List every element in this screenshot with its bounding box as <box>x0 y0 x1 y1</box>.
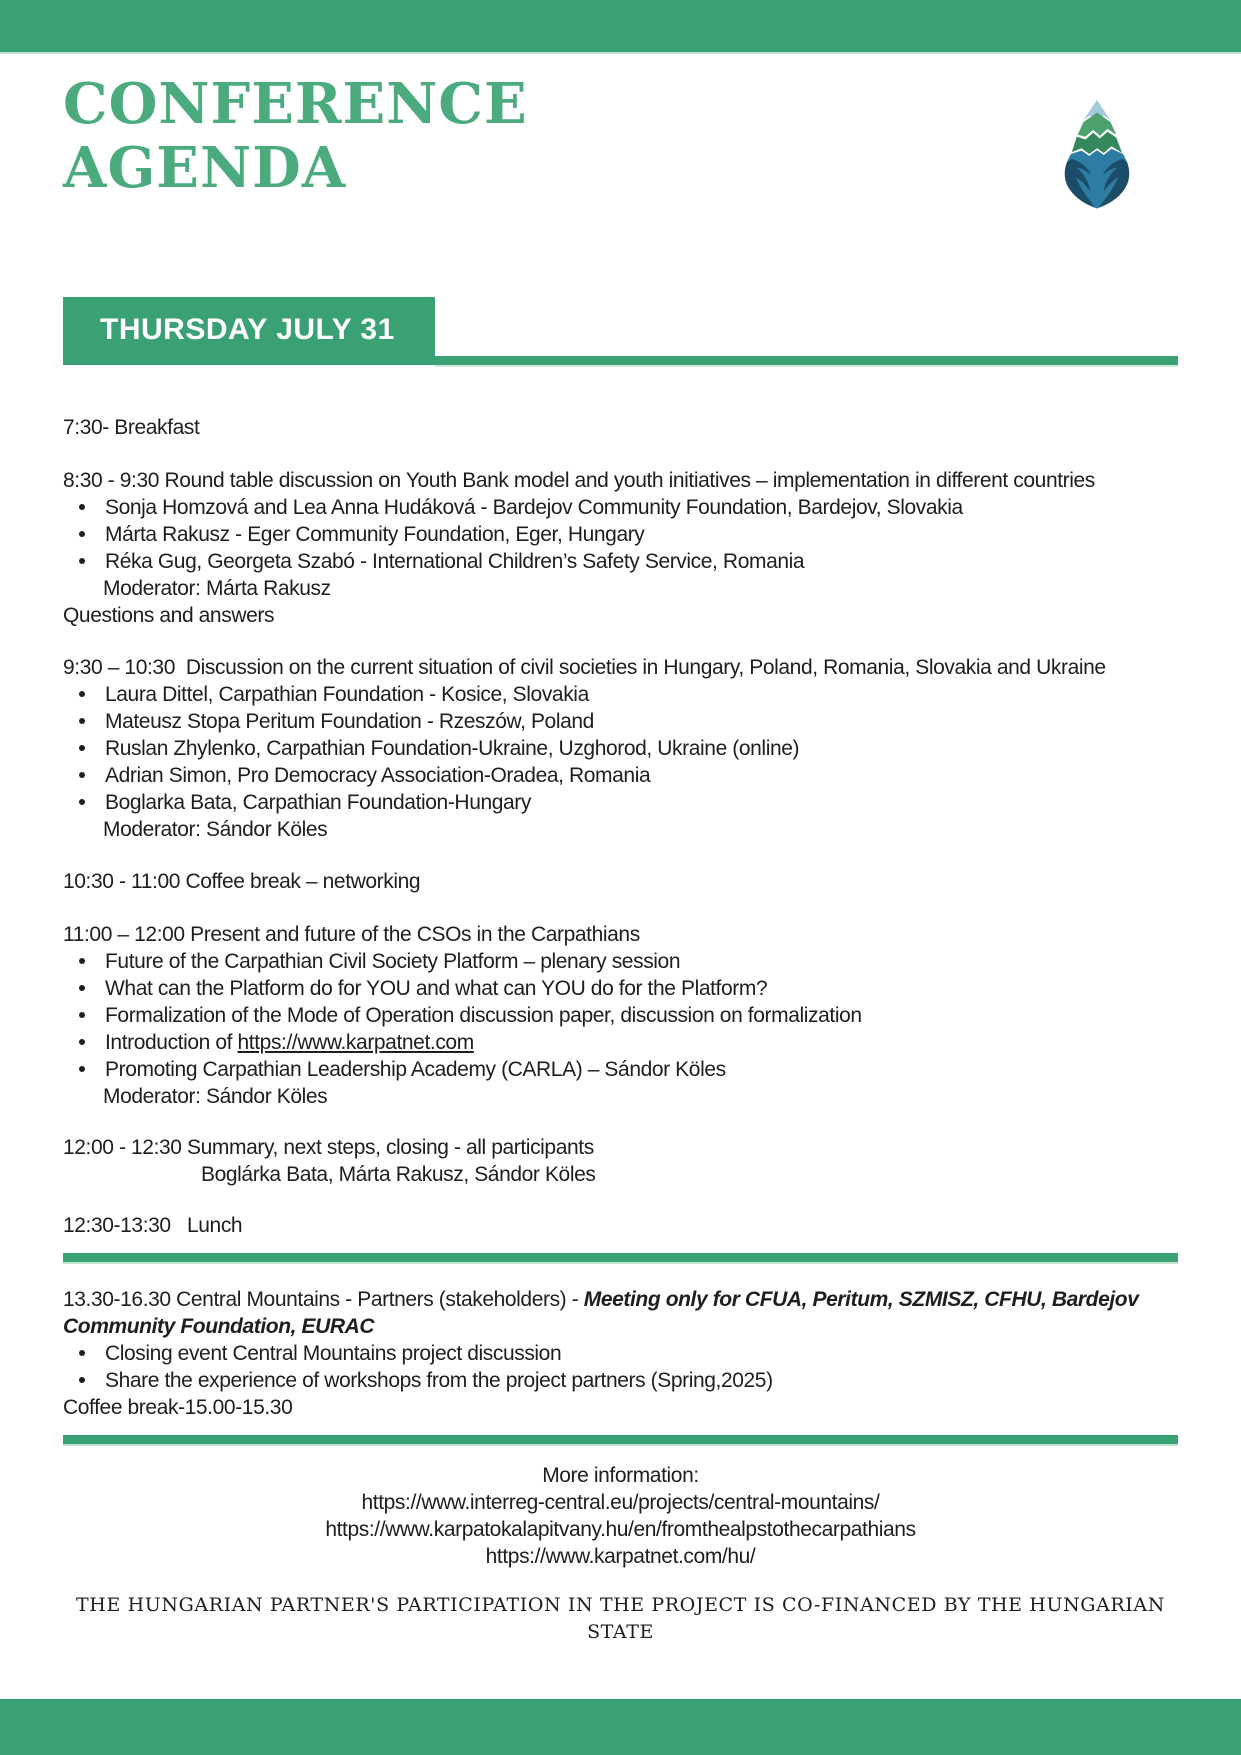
bullet-text: Réka Gug, Georgeta Szabó - International Children’s Safety Service, Romania <box>105 550 805 573</box>
qa-line: Questions and answers <box>63 604 275 627</box>
bullet-text: Share the experience of workshops from the project partners (Spring,2025) <box>105 1369 773 1392</box>
bullet-dot-icon <box>79 745 85 751</box>
bullet-dot-icon <box>79 1039 85 1045</box>
bullet-dot-icon <box>79 504 85 510</box>
bullet-text: Laura Dittel, Carpathian Foundation - Kosice, Slovakia <box>105 683 589 706</box>
bullet-text: Promoting Carpathian Leadership Academy (CARLA) – Sándor Köles <box>105 1058 726 1081</box>
agenda-bullet <box>63 521 1178 548</box>
agenda-bullet <box>63 494 1178 521</box>
session-stakeholders <box>63 1286 1178 1421</box>
mountains-in-hands-logo <box>1053 98 1141 210</box>
bullet-dot-icon <box>79 1066 85 1072</box>
moderator-line: Moderator: Sándor Köles <box>103 818 328 841</box>
bullet-text: Adrian Simon, Pro Democracy Association-Oradea, Romania <box>105 764 651 787</box>
finance-note: THE HUNGARIAN PARTNER'S PARTICIPATION IN THE PROJECT IS CO-FINANCED BY THE HUNGARIAN STATE <box>76 1594 1172 1643</box>
moderator-line: Moderator: Sándor Köles <box>103 1085 328 1108</box>
agenda-content <box>63 404 1178 1646</box>
session-summary <box>63 1134 1178 1188</box>
stakeholders-title-emphasis: Meeting only for CFUA, Peritum, SZMISZ, CFHU, Bardejov Community Foundation, EURAC <box>63 1288 1144 1338</box>
bullet-dot-icon <box>79 985 85 991</box>
session-round-table <box>63 467 1178 629</box>
day-banner-label: THURSDAY JULY 31 <box>100 313 395 346</box>
agenda-bullet-link <box>63 1029 1178 1056</box>
session-title-breakfast: 7:30- Breakfast <box>63 416 200 439</box>
day-banner-underline <box>435 356 1178 367</box>
more-information-block <box>63 1462 1178 1570</box>
bullet-text: What can the Platform do for YOU and what can YOU do for the Platform? <box>105 977 768 1000</box>
info-url: https://www.karpatokalapitvany.hu/en/fromthealpstothecarpathians <box>325 1518 916 1541</box>
karpatnet-link[interactable]: https://www.karpatnet.com <box>237 1031 474 1054</box>
agenda-bullet <box>63 762 1178 789</box>
link-prefix-text: Introduction of <box>105 1031 238 1054</box>
section-divider <box>63 1253 1178 1264</box>
bullet-text: Closing event Central Mountains project discussion <box>105 1342 562 1365</box>
agenda-bullet <box>63 708 1178 735</box>
page-title-line2: AGENDA <box>63 135 347 201</box>
agenda-bullet <box>63 975 1178 1002</box>
info-url: https://www.karpatnet.com/hu/ <box>485 1545 756 1568</box>
bullet-dot-icon <box>79 958 85 964</box>
bullet-dot-icon <box>79 718 85 724</box>
session-title <box>63 1286 1178 1340</box>
agenda-bullet <box>63 789 1178 816</box>
session-title: 11:00 – 12:00 Present and future of the CSOs in the Carpathians <box>63 923 640 946</box>
day-banner <box>63 297 435 365</box>
bullet-dot-icon <box>79 558 85 564</box>
bullet-text: Sonja Homzová and Lea Anna Hudáková - Bardejov Community Foundation, Bardejov, Slovakia <box>105 496 963 519</box>
moderator-line: Moderator: Márta Rakusz <box>103 577 331 600</box>
bullet-dot-icon <box>79 1377 85 1383</box>
agenda-bullet <box>63 681 1178 708</box>
coffee-break-note: Coffee break-15.00-15.30 <box>63 1396 293 1419</box>
bullet-dot-icon <box>79 772 85 778</box>
section-divider <box>63 1435 1178 1446</box>
more-information-label: More information: <box>542 1464 699 1487</box>
bullet-dot-icon <box>79 1012 85 1018</box>
bullet-dot-icon <box>79 691 85 697</box>
bullet-text: Boglarka Bata, Carpathian Foundation-Hungary <box>105 791 532 814</box>
session-civil-societies <box>63 654 1178 843</box>
agenda-bullet <box>63 948 1178 975</box>
agenda-bullet <box>63 1056 1178 1083</box>
bullet-text: Future of the Carpathian Civil Society Platform – plenary session <box>105 950 681 973</box>
session-title: 12:00 - 12:30 Summary, next steps, closing - all participants <box>63 1136 594 1159</box>
agenda-bullet <box>63 1340 1178 1367</box>
page-title <box>63 72 528 200</box>
bullet-text: Márta Rakusz - Eger Community Foundation, Eger, Hungary <box>105 523 645 546</box>
bullet-text: Mateusz Stopa Peritum Foundation - Rzeszów, Poland <box>105 710 594 733</box>
bullet-dot-icon <box>79 799 85 805</box>
top-green-bar <box>0 0 1241 54</box>
page-title-line1: CONFERENCE <box>63 71 528 137</box>
info-url: https://www.interreg-central.eu/projects/central-mountains/ <box>361 1491 880 1514</box>
bullet-text: Formalization of the Mode of Operation discussion paper, discussion on formalization <box>105 1004 862 1027</box>
stakeholders-title-prefix: 13.30-16.30 Central Mountains - Partners (stakeholders) - <box>63 1288 584 1311</box>
agenda-bullet <box>63 1002 1178 1029</box>
bullet-dot-icon <box>79 1350 85 1356</box>
agenda-bullet <box>63 735 1178 762</box>
session-title: 9:30 – 10:30 Discussion on the current situation of civil societies in Hungary, Poland, Romania, Slovakia and Ukraine <box>63 656 1106 679</box>
bottom-green-bar <box>0 1699 1241 1755</box>
session-title-coffee-break: 10:30 - 11:00 Coffee break – networking <box>63 870 421 893</box>
bullet-dot-icon <box>79 531 85 537</box>
session-subtitle: Boglárka Bata, Márta Rakusz, Sándor Köles <box>201 1163 596 1186</box>
bullet-text: Ruslan Zhylenko, Carpathian Foundation-Ukraine, Uzghorod, Ukraine (online) <box>105 737 800 760</box>
session-title: 8:30 - 9:30 Round table discussion on Youth Bank model and youth initiatives – implementation in different countries <box>63 469 1095 492</box>
agenda-bullet <box>63 548 1178 575</box>
session-csos-future <box>63 921 1178 1110</box>
session-title-lunch: 12:30-13:30 Lunch <box>63 1214 243 1237</box>
agenda-bullet <box>63 1367 1178 1394</box>
